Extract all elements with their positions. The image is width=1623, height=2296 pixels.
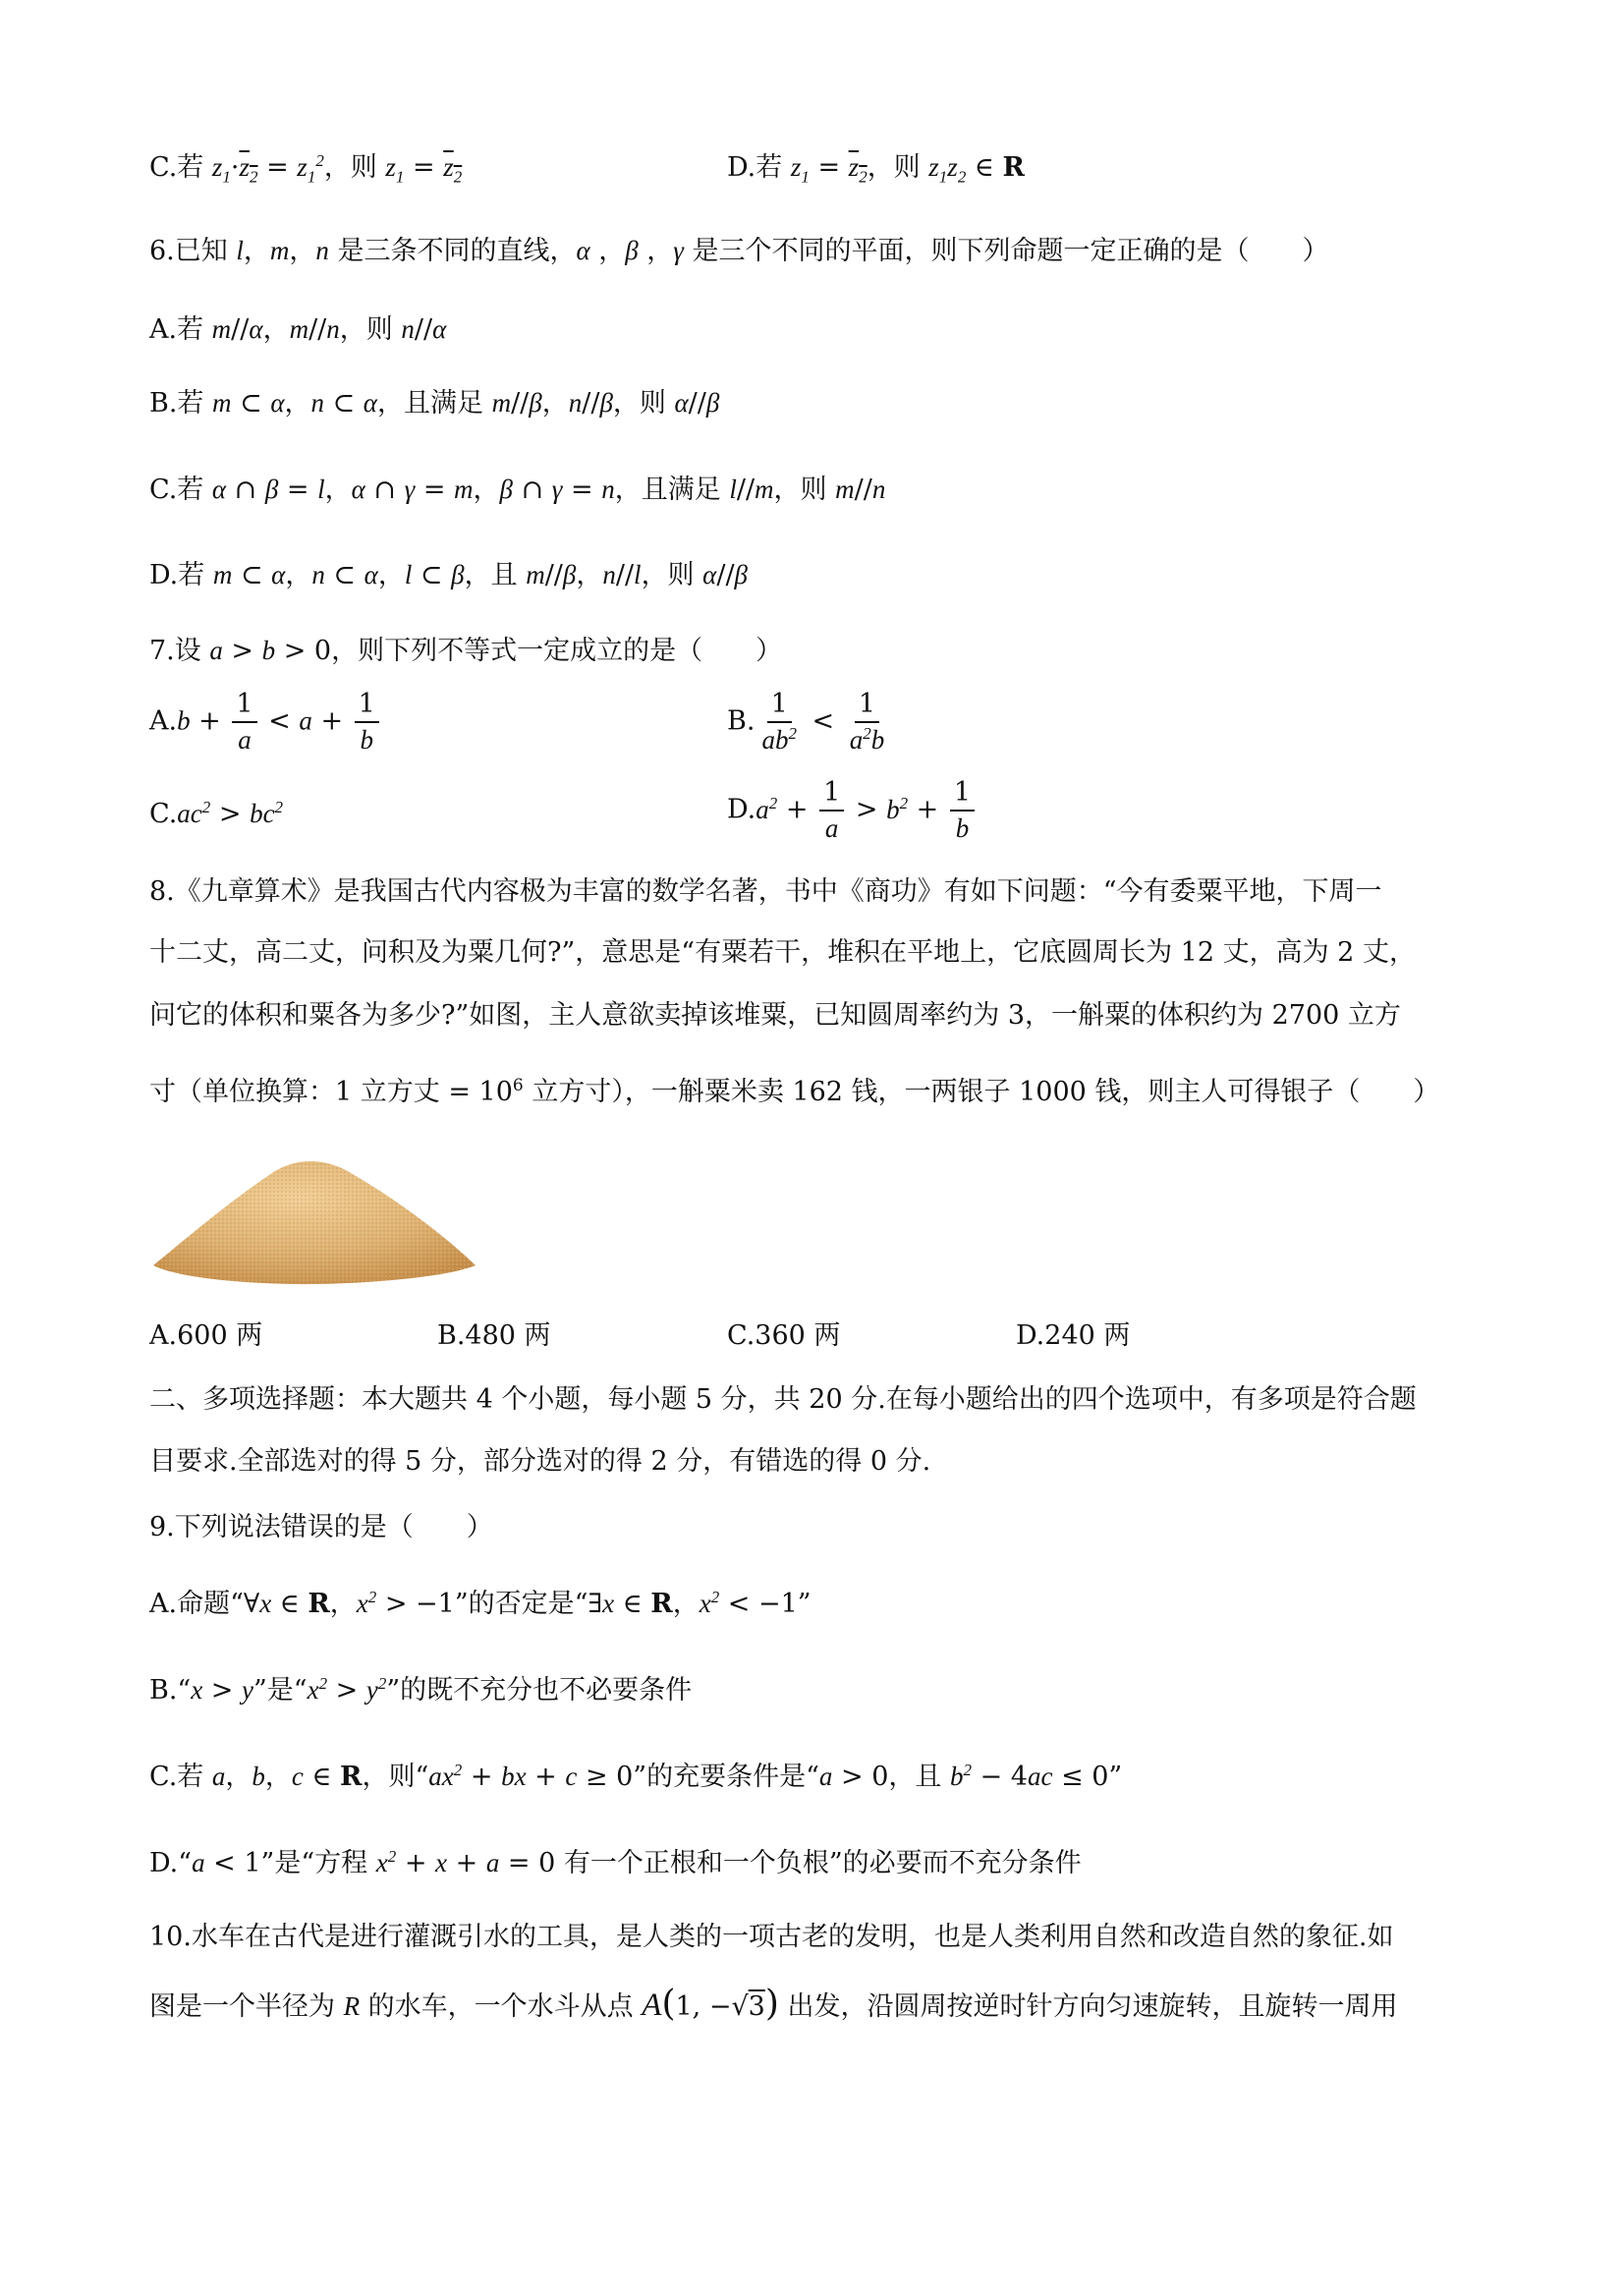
- q6-stem: 6.已知 l，m，n 是三条不同的直线，α ，β ，γ 是三个不同的平面，则下列命题一定正确的是（ ）: [149, 236, 1329, 266]
- q8-option-d: D.240 两: [1016, 1320, 1131, 1351]
- q8-option-b: B.480 两: [437, 1320, 551, 1351]
- q5-option-d: D.若 $z_1 = z_2$，则 $z_1z_2$ ∈ R: [727, 152, 1025, 187]
- q6-option-d: D.若 m ⊂ α，n ⊂ α，l ⊂ β，且 m//β，n//l，则 α//β: [149, 560, 748, 590]
- q9-option-d: D.“a < 1”是“方程 $x^2 + x + a = 0$ 有一个正根和一个负根”的必要而不充分条件: [149, 1847, 1082, 1878]
- q6-option-a: A.若 m//α，m//n，则 n//α: [149, 314, 447, 345]
- q8-line-1: 8.《九章算术》是我国古代内容极为丰富的数学名著，书中《商功》有如下问题：“今有委粟平地，下周一: [149, 876, 1382, 907]
- q9-option-c: C.若 a，b，c ∈ R，则“$ax^2$ + bx + c ≥ 0”的充要条件是“a > 0，且 $b^2 - 4ac \le 0$”: [149, 1761, 1123, 1792]
- q7-option-b: B. $\frac{1}{ab^2}$ < $\frac{1}{a^2b}$: [727, 689, 885, 755]
- section2-heading-line-1: 二、多项选择题：本大题共 4 个小题，每小题 5 分，共 20 分.在每小题给出的四个选项中，有多项是符合题: [149, 1384, 1417, 1415]
- q7-option-d: $D.a^2$ + $\frac{1}{a}$ > $b^2$ + $\frac{1}{b}$: [727, 776, 978, 845]
- section2-heading-line-2: 目要求.全部选对的得 5 分，部分选对的得 2 分，有错选的得 0 分.: [149, 1446, 931, 1477]
- q5-option-c: C.若 $z_1\cdot z_2 = z_1^2$，则 $z_1 = z_2$: [149, 151, 463, 187]
- q6-option-c: C.若 α ∩ β = l，α ∩ γ = m，β ∩ γ = n，且满足 l//m，则 m//n: [149, 475, 886, 505]
- q10-line-1: 10.水车在古代是进行灌溉引水的工具，是人类的一项古老的发明，也是人类利用自然和改造自然的象征.如: [149, 1922, 1394, 1952]
- q9-option-a: A.命题“∀x ∈ R，$x^2 > -1$”的否定是“∃x ∈ R，$x^2 < -1$”: [149, 1588, 812, 1619]
- q9-option-b: B.“x > y”是“$x^2 > y^2$”的既不充分也不必要条件: [149, 1674, 693, 1706]
- millet-pile-image: [147, 1140, 477, 1287]
- q8-line-3: 问它的体积和粟各为多少?”如图，主人意欲卖掉该堆粟，已知圆周率约为 3，一斛粟的体积约为 2700 立方: [149, 1000, 1401, 1031]
- q7-option-c: $C.ac^2 > bc^2$: [149, 798, 284, 829]
- q9-stem: 9.下列说法错误的是（ ）: [149, 1512, 493, 1542]
- q8-line-2: 十二丈，高二丈，问积及为粟几何?”，意思是“有粟若干，堆积在平地上，它底圆周长为 12 丈，高为 2 丈，: [149, 937, 1416, 968]
- q7-option-a: A.b + $\frac{1}{a}$ < a + $\frac{1}{b}$: [149, 688, 382, 756]
- q6-option-b: B.若 m ⊂ α，n ⊂ α，且满足 m//β，n//β，则 α//β: [149, 388, 720, 419]
- q8-option-a: A.600 两: [149, 1320, 263, 1351]
- q7-stem: 7.设 a > b > 0，则下列不等式一定成立的是（ ）: [149, 636, 783, 666]
- q8-line-4: 寸（单位换算：1 立方丈 = $10^6$ 立方寸），一斛粟米卖 162 钱，一两银子 1000 钱，则主人可得银子（ ）: [149, 1076, 1440, 1107]
- q8-option-c: C.360 两: [727, 1320, 841, 1351]
- q10-line-2: 图是一个半径为 R 的水车，一个水斗从点 A(1, −√3) 出发，沿圆周按逆时针方向匀速旋转，且旋转一周用: [149, 1984, 1398, 2024]
